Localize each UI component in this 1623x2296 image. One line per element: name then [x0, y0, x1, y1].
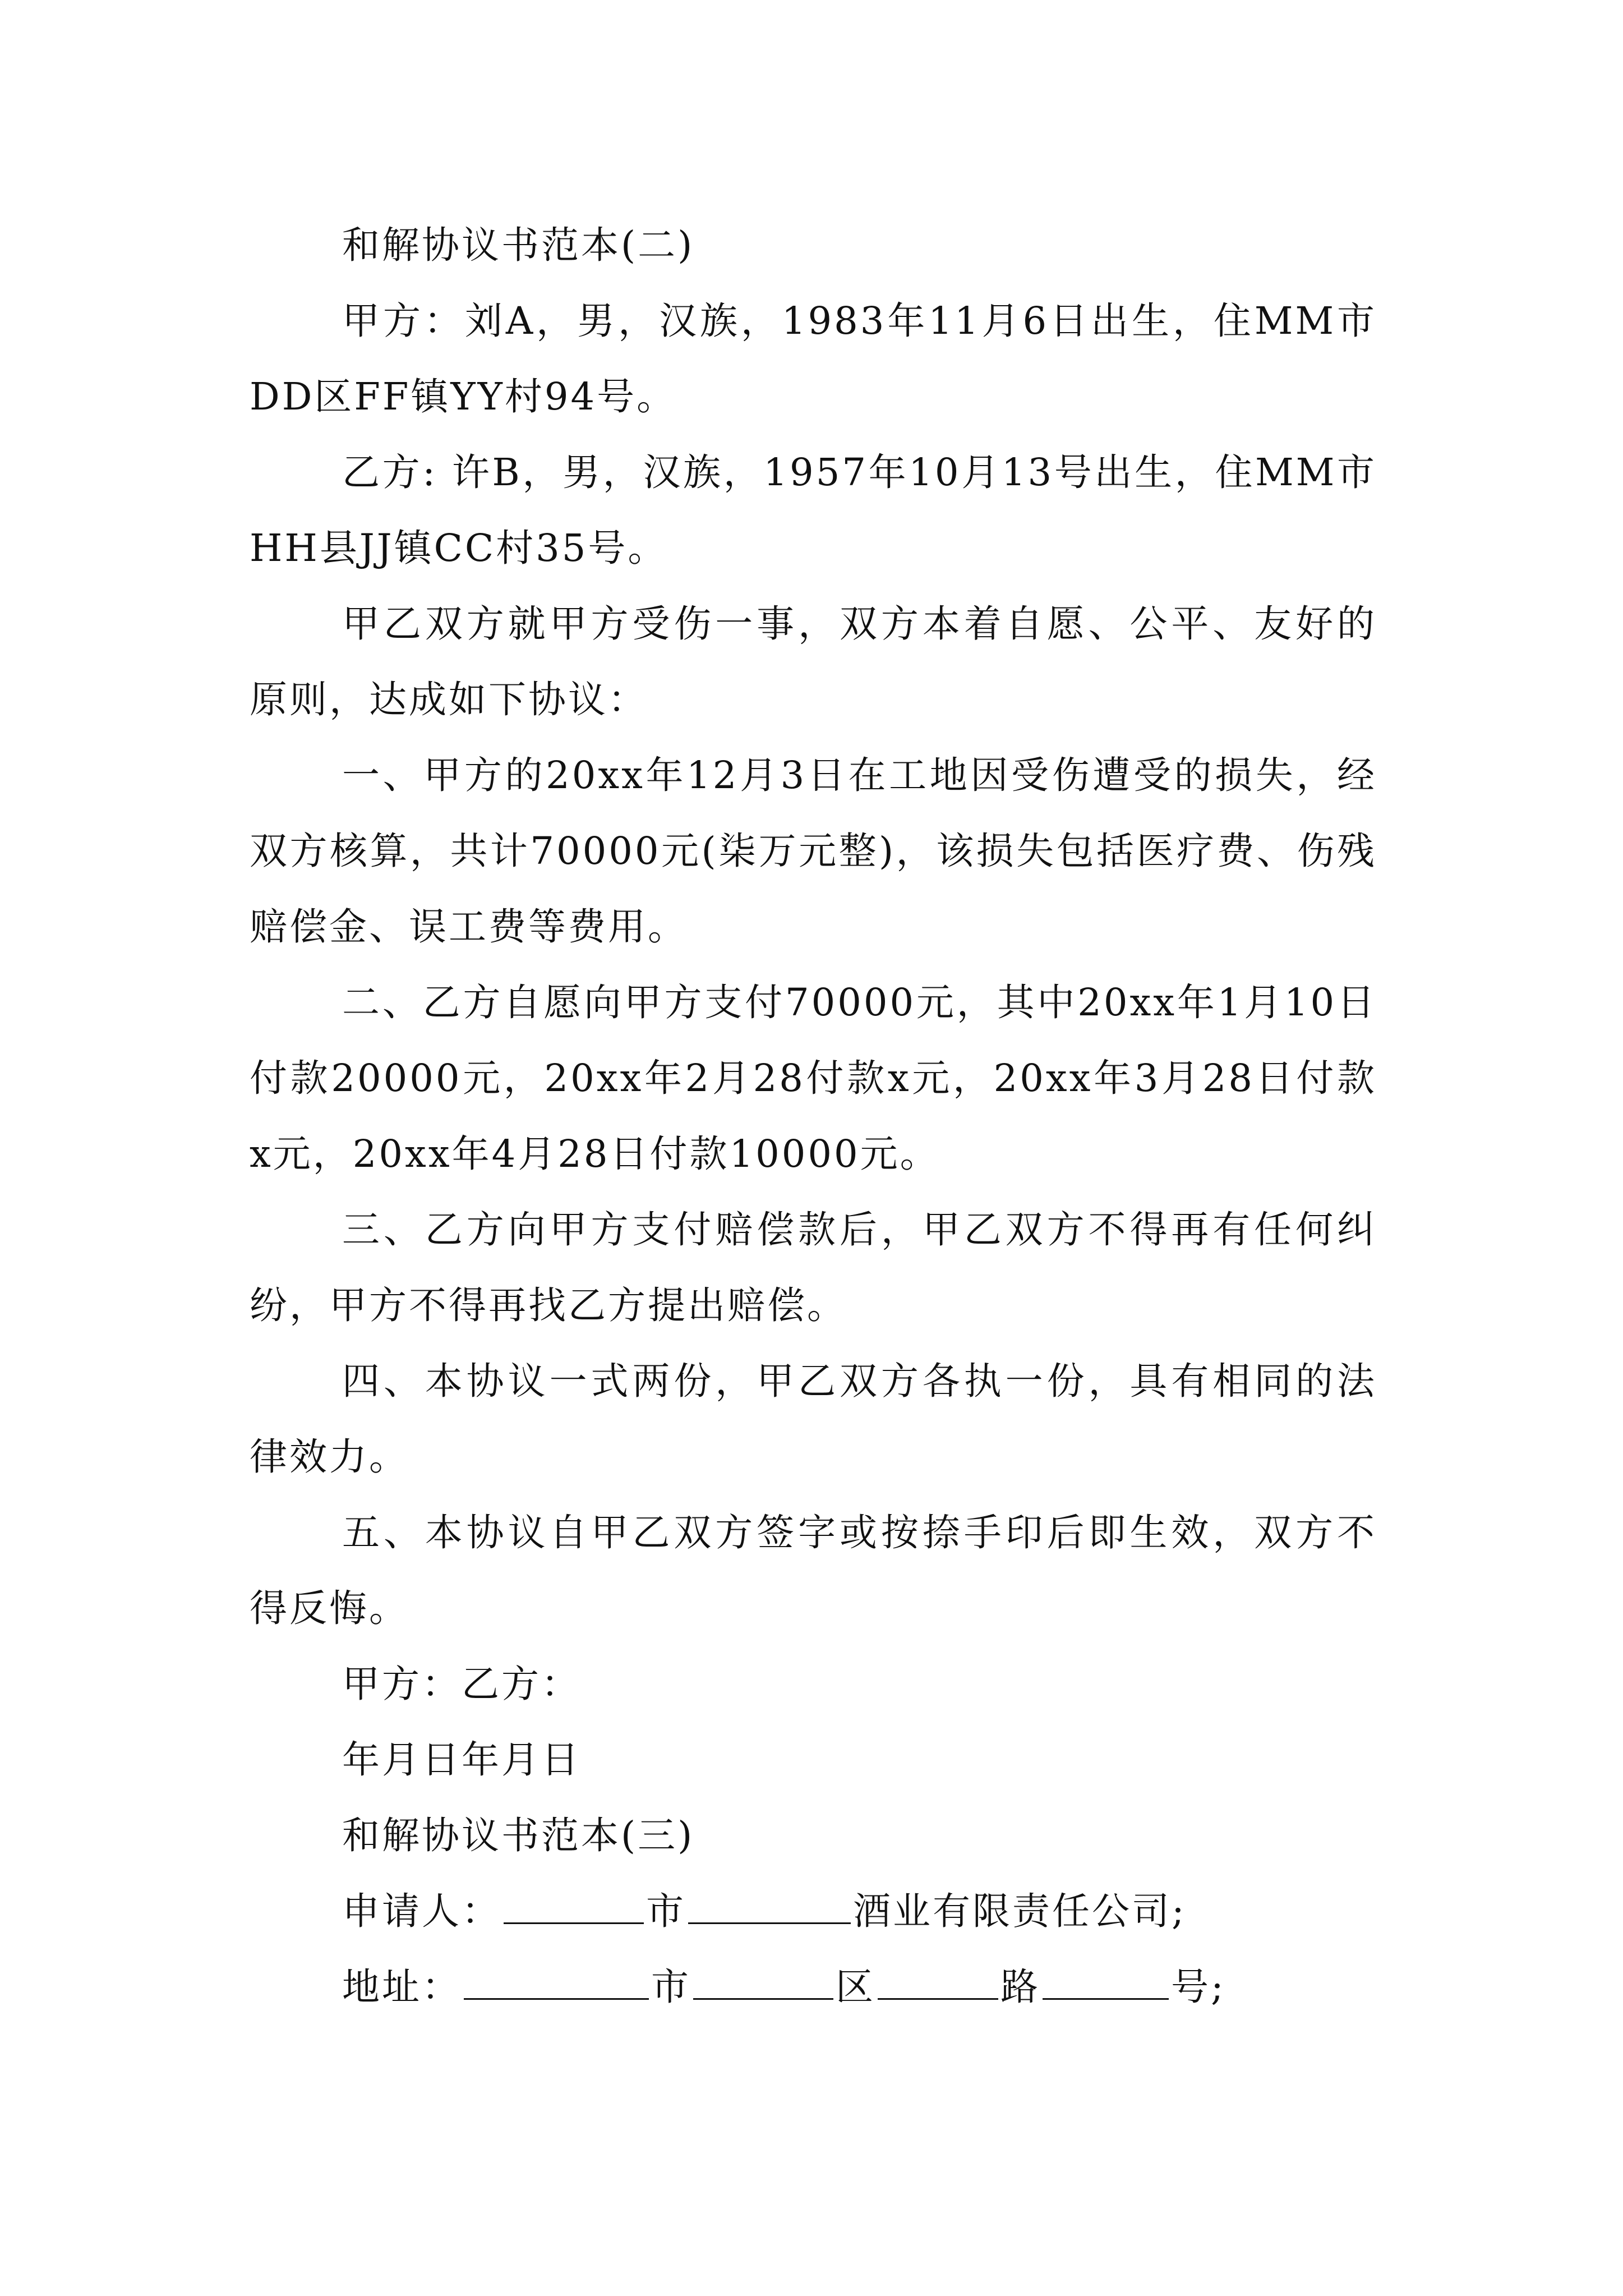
applicant-company-suffix: 酒业有限责任公司; — [853, 1889, 1187, 1933]
applicant-city-blank — [504, 1922, 644, 1924]
address-line — [250, 1949, 1377, 2025]
address-label: 地址： — [342, 1965, 462, 2009]
address-road-blank — [878, 1998, 998, 2000]
applicant-line — [250, 1874, 1377, 1949]
address-district-blank — [693, 1998, 833, 2000]
address-city-blank — [464, 1998, 649, 2000]
heading-agreement-3: 和解协议书范本(三) — [342, 1814, 695, 1857]
applicant-company-blank — [688, 1922, 851, 1924]
clause-5: 五、本协议自甲乙双方签字或按捺手印后即生效，双方不得反悔。 — [250, 1511, 1377, 1630]
clause-4: 四、本协议一式两份，甲乙双方各执一份，具有相同的法律效力。 — [250, 1359, 1377, 1479]
address-district-suffix: 区 — [836, 1965, 875, 2009]
signature-line: 甲方：乙方： — [342, 1662, 581, 1706]
address-road-suffix: 路 — [1000, 1965, 1040, 2009]
address-city-suffix: 市 — [651, 1965, 691, 2009]
clause-1: 一、甲方的20xx年12月3日在工地因受伤遭受的损失，经双方核算，共计70000元(柒万元整)，该损失包括医疗费、伤残赔偿金、误工费等费用。 — [250, 753, 1377, 949]
date-line: 年月日年月日 — [342, 1738, 581, 1782]
applicant-label: 申请人： — [342, 1889, 501, 1933]
address-number-suffix: 号; — [1171, 1965, 1226, 2009]
party-b-info: 乙方: 许B，男，汉族，1957年10月13号出生，住MM市HH县JJ镇CC村35号。 — [250, 450, 1377, 570]
intro-paragraph: 甲乙双方就甲方受伤一事，双方本着自愿、公平、友好的原则，达成如下协议： — [250, 602, 1377, 721]
heading-agreement-2: 和解协议书范本(二) — [342, 223, 695, 267]
clause-2: 二、乙方自愿向甲方支付70000元，其中20xx年1月10日付款20000元，20xx年2月28付款x元，20xx年3月28日付款x元，20xx年4月28日付款10000元。 — [250, 981, 1377, 1176]
applicant-city-suffix: 市 — [646, 1889, 686, 1933]
party-a-info: 甲方：刘A，男，汉族，1983年11月6日出生，住MM市DD区FF镇YY村94号。 — [250, 299, 1377, 418]
clause-3: 三、乙方向甲方支付赔偿款后，甲乙双方不得再有任何纠纷，甲方不得再找乙方提出赔偿。 — [250, 1208, 1377, 1327]
address-number-blank — [1043, 1998, 1169, 2000]
document-body — [250, 208, 1377, 2025]
